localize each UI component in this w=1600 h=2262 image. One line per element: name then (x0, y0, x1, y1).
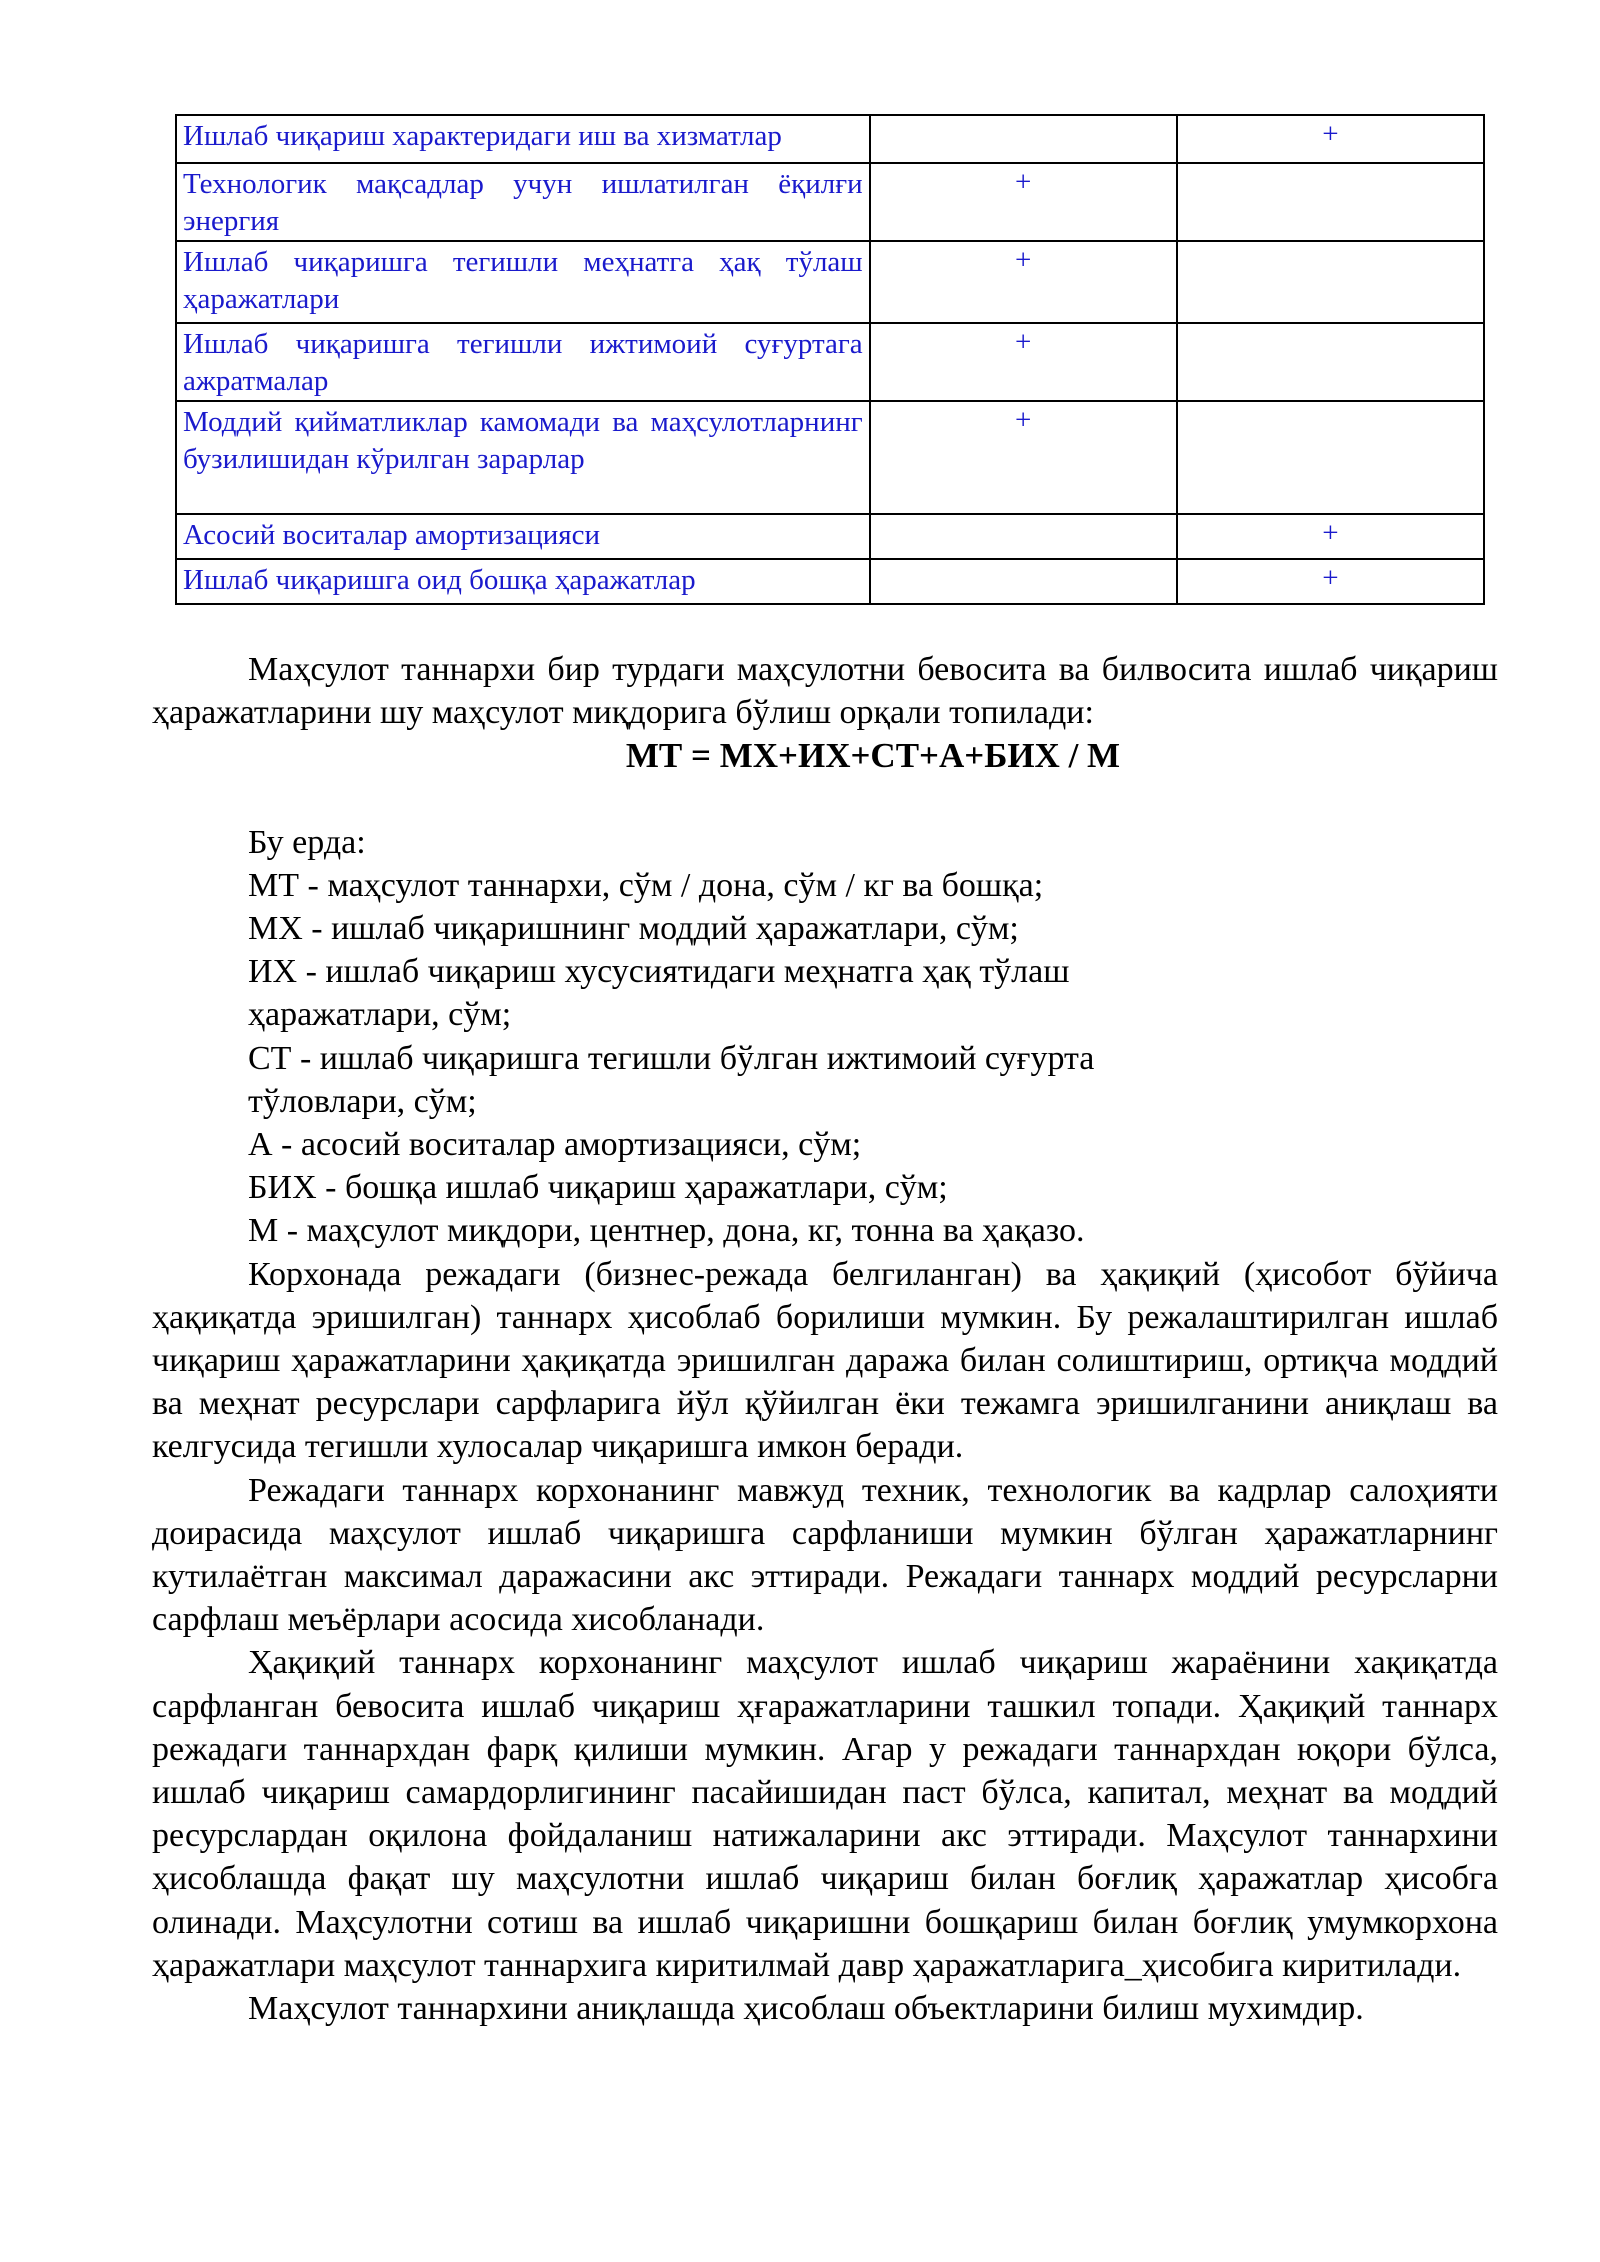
table-cell-mark: + (1177, 559, 1484, 604)
definition-line: тўловлари, сўм; (248, 1082, 477, 1120)
table-cell-label: Асосий воситалар амортизацияси (176, 514, 870, 559)
table-cell-mark: + (870, 163, 1177, 241)
table-row (176, 323, 1484, 401)
cost-classification-table (175, 114, 1485, 605)
table-cell-label: Ишлаб чиқаришга тегишли ижтимоий суғуртага ажратмалар (176, 323, 870, 401)
table-cell-label: Ишлаб чиқаришга тегишли меҳнатга ҳақ тўлаш ҳаражатлари (176, 241, 870, 323)
table-row (176, 514, 1484, 559)
table-cell-label: Моддий қийматликлар камомади ва маҳсулотларнинг бузилишидан кўрилган зарарлар (176, 401, 870, 514)
table-cell-mark (1177, 401, 1484, 514)
body-paragraph: Ҳақиқий таннарх корхонанинг маҳсулот ишлаб чиқариш жараёнини хақиқатда сарфланган бевосита ишлаб чиқариш ҳғаражатларини ташкил топади. Ҳақиқий таннарх режадаги таннархдан фарқ қилиши мумкин. Агар у режадаги таннархдан юқори бўлса, ишлаб чиқариш самардорлигининг пасайишидан паст бўлса, капитал, меҳнат ва моддий ресурслардан оқилона фойдаланиш натижаларини акс эттиради. Маҳсулот таннархини ҳисоблашда фақат шу маҳсулотни ишлаб чиқариш билан боғлиқ ҳаражатлар ҳисобга олинади. Маҳсулотни сотиш ва ишлаб чиқаришни бошқариш билан боғлиқ умумкорхона ҳаражатлари маҳсулот таннархига киритилмай давр ҳаражатларига_ҳисобига киритилади. (152, 1644, 1498, 1984)
table-row (176, 163, 1484, 241)
body-paragraph: Корхонада режадаги (бизнес-режада белгиланган) ва ҳақиқий (ҳисобот бўйича ҳақиқатда эришилган) таннарх ҳисоблаб борилиши мумкин. Бу режалаштирилган ишлаб чиқариш ҳаражатларини ҳақиқатда эришилган даража билан солиштириш, ортиқча моддий ва меҳнат ресурслари сарфларига йўл қўйилган ёки тежамга эришилганини аниқлаш ва келгусида тегишли хулосалар чиқаришга имкон беради. (152, 1255, 1498, 1466)
table-cell-label: Технологик мақсадлар учун ишлатилган ёқилғи энергия (176, 163, 870, 241)
table-cell-mark (870, 115, 1177, 163)
definition-line: А - асосий воситалар амортизацияси, сўм; (248, 1126, 862, 1164)
table-row (176, 115, 1484, 163)
body-paragraph: Режадаги таннарх корхонанинг мавжуд техник, технологик ва кадрлар салоҳияти доирасида маҳсулот ишлаб чиқаришга сарфланиши мумкин бўлган ҳаражатларнинг кутилаётган максимал даражасини акс эттиради. Режадаги таннарх моддий ресурсларни сарфлаш меъёрлари асосида хисобланади. (152, 1471, 1498, 1639)
definition-line: СТ - ишлаб чиқаришга тегишли бўлган ижтимоий суғурта (248, 1039, 1095, 1077)
table-cell-mark (870, 559, 1177, 604)
intro-paragraph: Маҳсулот таннархи бир турдаги маҳсулотни бевосита ва билвосита ишлаб чиқариш ҳаражатларини шу маҳсулот миқдорига бўлиш орқали топилади: (152, 651, 1498, 732)
table-row (176, 241, 1484, 323)
definition-line: ҳаражатлари, сўм; (248, 996, 512, 1034)
table-cell-mark: + (870, 241, 1177, 323)
table-cell-mark: + (1177, 514, 1484, 559)
table-cell-mark (1177, 323, 1484, 401)
table-row (176, 559, 1484, 604)
table-row (176, 401, 1484, 514)
body-paragraph: Маҳсулот таннархини аниқлашда ҳисоблаш объектларини билиш мухимдир. (248, 1990, 1364, 2028)
spacer (152, 778, 1498, 821)
definition-line: МХ - ишлаб чиқаришнинг моддий ҳаражатлари, сўм; (248, 910, 1019, 948)
table-cell-mark: + (870, 401, 1177, 514)
table-cell-label: Ишлаб чиқаришга оид бошқа ҳаражатлар (176, 559, 870, 604)
definition-line: БИХ - бошқа ишлаб чиқариш ҳаражатлари, сўм; (248, 1169, 948, 1207)
table-cell-mark: + (1177, 115, 1484, 163)
definition-line: ИХ - ишлаб чиқариш хусусиятидаги меҳнатга ҳақ тўлаш (248, 953, 1070, 991)
table-cell-mark: + (870, 323, 1177, 401)
definition-line: М - маҳсулот миқдори, центнер, дона, кг, тонна ва ҳақазо. (248, 1212, 1085, 1250)
table-cell-mark (870, 514, 1177, 559)
table-cell-mark (1177, 241, 1484, 323)
where-label: Бу ерда: (248, 823, 366, 861)
body-text (152, 648, 1498, 2030)
table-cell-mark (1177, 163, 1484, 241)
definition-line: МТ - маҳсулот таннархи, сўм / дона, сўм / кг ва бошқа; (248, 866, 1044, 904)
table-cell-label: Ишлаб чиқариш характеридаги иш ва хизматлар (176, 115, 870, 163)
cost-formula: МТ = МХ+ИХ+СТ+А+БИХ / М (625, 736, 1121, 776)
